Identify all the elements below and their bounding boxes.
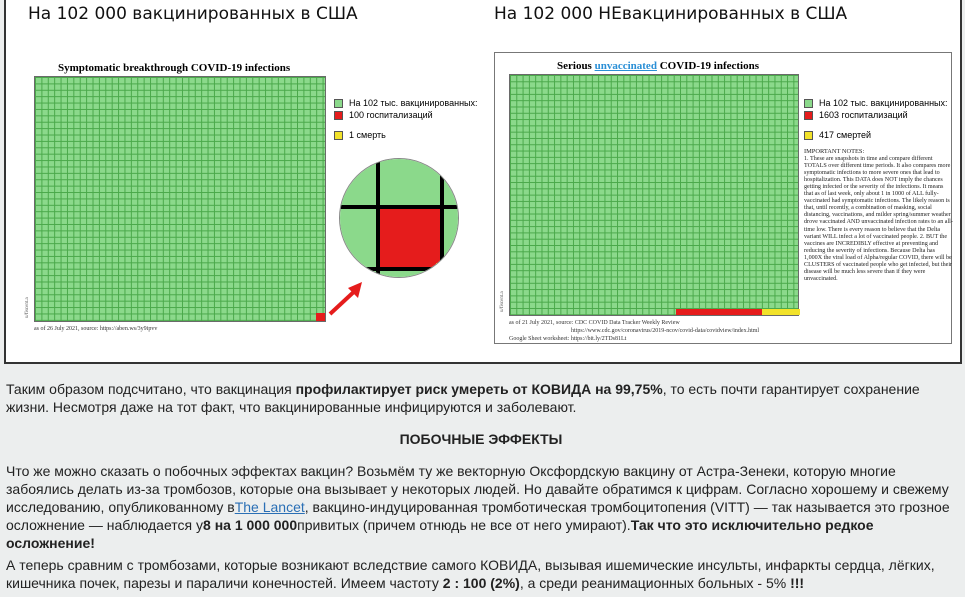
pointer-arrow-icon [324,280,368,320]
magnifier-inset [339,158,459,278]
green-swatch [334,99,343,108]
right-source-line3: Google Sheet worksheet: https://bit.ly/2TDs81Lt [509,336,627,342]
paragraph-vaccination-effect: Таким образом подсчитано, что вакцинация профилактирует риск умереть от КОВИДА на 99,75%, то есть почти гарантирует сохранение жизни. Несмотря даже на тот факт, что вакцинированные инфицируются и заболевают. [6,381,920,415]
right-source-line2: https://www.cdc.gov/coronavirus/2019-ncov/covid-data/covidview/index.html [571,328,760,334]
paragraph-covid-thrombosis: А теперь сравним с тромбозами, которые возникают вследствие самого КОВИДА, вызывая ишемические инсульты, инфаркты сердца, лёгких, кишечника почек, парезы и параличи конечностей. Имеем частоту 2 : 100 (2%), а среди реанимационных больных - 5% !!! [6,557,935,591]
important-notes [804,148,954,283]
right-waffle-grid [509,74,799,316]
yellow-swatch [804,131,813,140]
paragraph-side-effects: Что же можно сказать о побочных эффектах вакцин? Возьмём ту же векторную Оксфордскую вакцину от Астра-Зенеки, которую многие забоялись делать из-за тромбозов, которые она вызывает у некоторых людей. Но давайте обратимся к цифрам. Согласно хорошему и свежему исследованию, опубликованному вThe Lancet, вакцино-индуцированная тромботическая тромбоцитопения (VITT) — так называется это грозное осложнение — наблюдается у8 на 1 000 000привитых (причем отнюдь не все от него умирают).Так что это исключительно редкое осложнение! [6,463,950,551]
left-waffle-grid [34,76,326,322]
yellow-swatch [334,131,343,140]
section-heading-side-effects: ПОБОЧНЫЕ ЭФФЕКТЫ [399,431,563,447]
left-source: as of 26 July 2021, source: https://aben.ws/3y9ipvv [34,326,158,332]
legend-item: На 102 тыс. вакцинированных: [334,97,478,109]
deaths-block [762,309,800,315]
hospitalizations-block [676,309,762,315]
left-side-label: u/fiscent.a [25,297,30,318]
left-panel-heading: На 102 000 вакцинированных в США [28,4,358,24]
right-source-line1: as of 21 July 2021, source: CDC COVID Data Tracker Weekly Review [509,320,680,326]
left-legend [334,97,478,141]
lancet-link[interactable]: The Lancet [234,499,305,515]
red-swatch [334,111,343,120]
legend-item: 100 госпитализаций [334,109,478,121]
legend-item: На 102 тыс. вакцинированных: [804,97,948,109]
legend-item: 417 смертей [804,129,948,141]
left-chart-title: Symptomatic breakthrough COVID-19 infections [58,62,291,74]
notes-title: IMPORTANT NOTES: [804,148,865,155]
right-side-label: u/fiscent.a [500,291,505,312]
notes-body: 1. These are snapshots in time and compare different TOTALS over different time periods. It also compares more symptomatic infections to more severe ones that lead to hospitalization. This DATA does NOT imply the chances getting infected or the severity of the infections. It means that as of last week, only about 1 in 1000 of ALL fully-vaccinated had symptomatic infections. The likely reason is that, until recently, a combination of masking, social distancing, vaccinations, and milder spring/summer weather drove vaccinated AND unvaccinated infection rates to an all-time low. There is every reason to believe that the Delta variant WILL infect a lot of vaccinated people. 2. BUT the vaccines are INCREDIBLY effective at preventing and reducing the severity of infections. Because Delta has 1,000X the viral load of Alpha/regular COVID, there will be CLUSTERS of vaccinated people who get infected, but their disease will be much less severe than if they were unvaccinated. [804,156,953,282]
right-panel-heading: На 102 000 НЕвакцинированных в США [494,4,848,24]
legend-item: 1603 госпитализаций [804,109,948,121]
right-legend [804,97,948,141]
red-swatch [804,111,813,120]
green-swatch [804,99,813,108]
legend-item: 1 смерть [334,129,478,141]
magnified-cells [340,159,459,278]
infographic-figure [4,0,962,364]
right-chart-title: Serious unvaccinated COVID-19 infections [557,60,759,72]
